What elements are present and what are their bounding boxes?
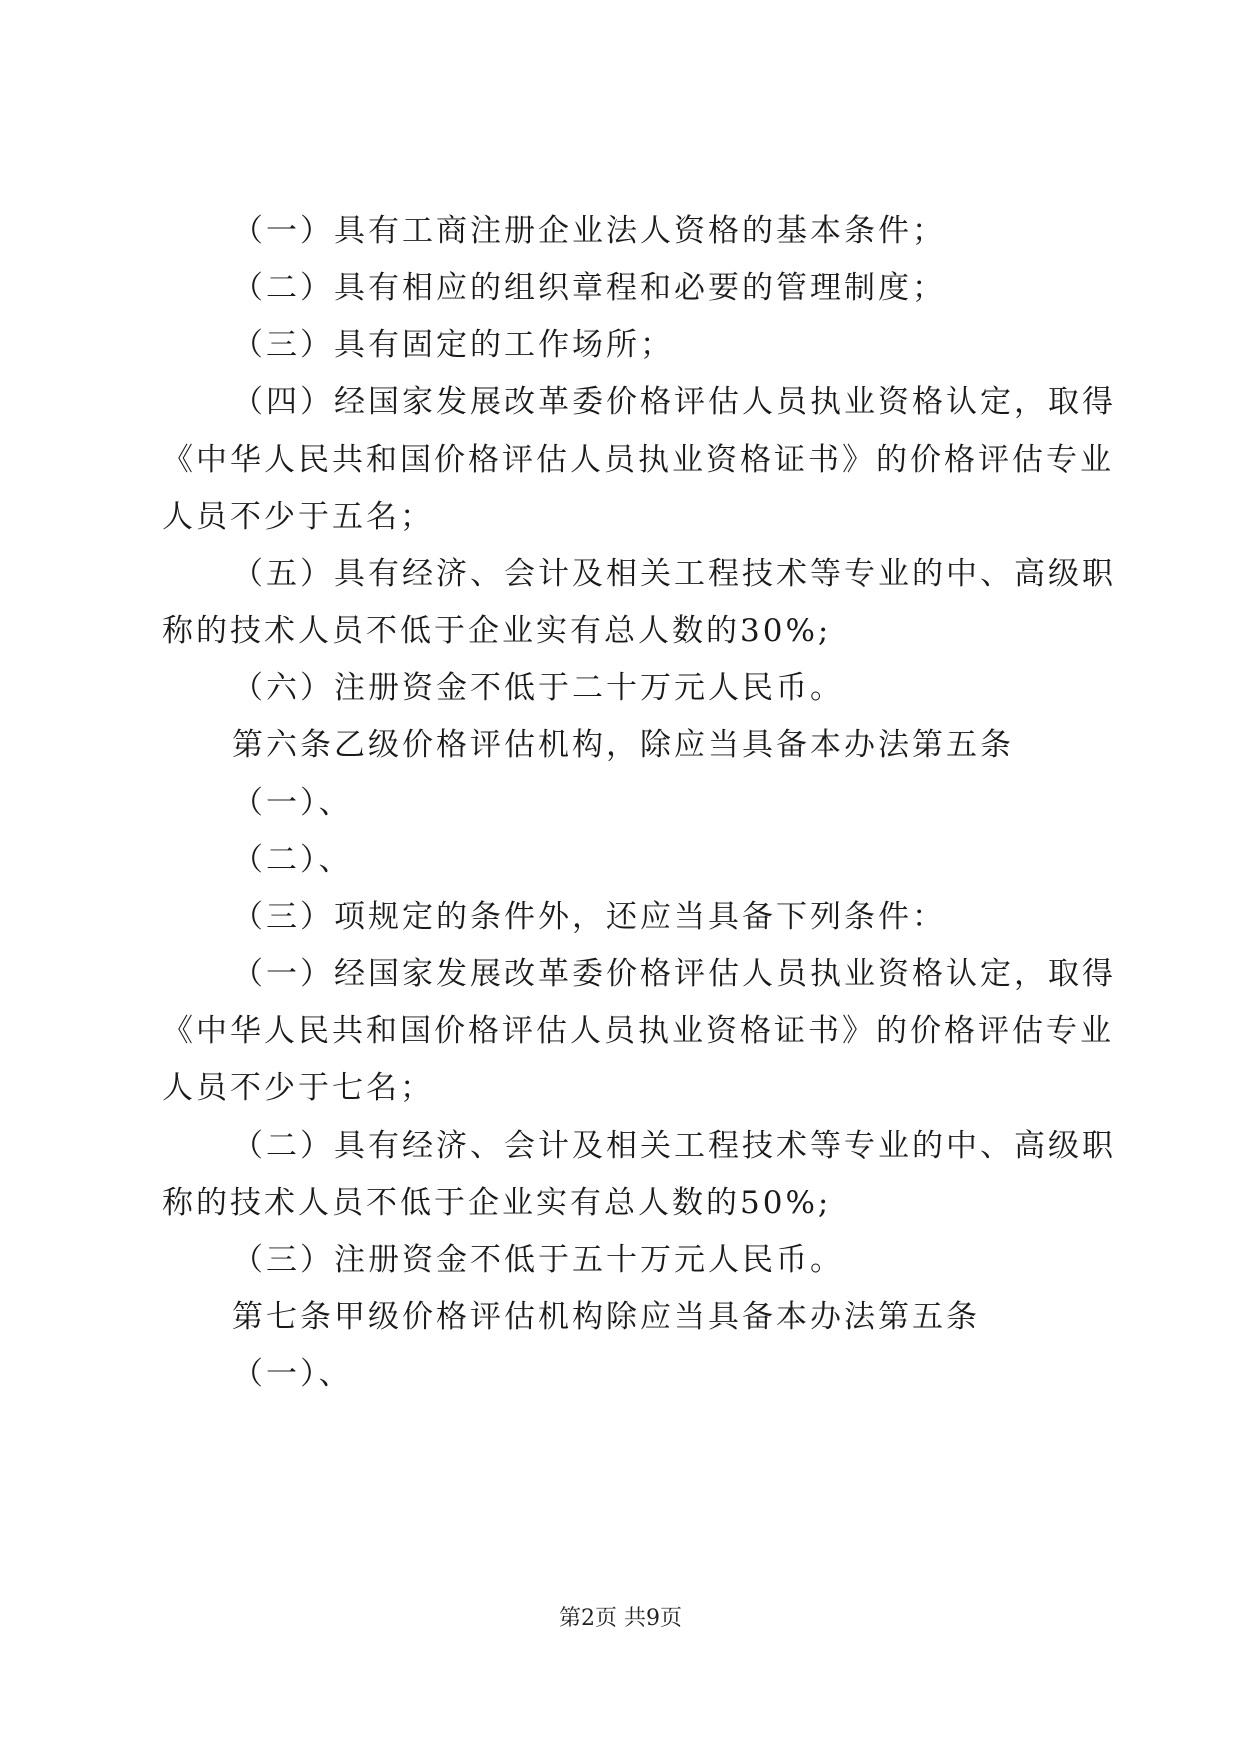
text-line: （五）具有经济、会计及相关工程技术等专业的中、高级职 — [232, 556, 1116, 592]
text-line: 第七条甲级价格评估机构除应当具备本办法第五条 — [232, 1299, 980, 1335]
text-line: 称的技术人员不低于企业实有总人数的50%; — [162, 1185, 832, 1221]
text-line: （一）、 — [232, 785, 353, 821]
text-line: （三）项规定的条件外，还应当具备下列条件： — [232, 899, 946, 935]
text-line: 人员不少于五名； — [162, 499, 434, 535]
text-line: 人员不少于七名； — [162, 1070, 434, 1106]
text-line: （六）注册资金不低于二十万元人民币。 — [232, 670, 844, 706]
text-line: 《中华人民共和国价格评估人员执业资格证书》的价格评估专业 — [162, 1013, 1114, 1049]
text-line: （二）、 — [232, 842, 353, 878]
text-line: （二）具有相应的组织章程和必要的管理制度； — [232, 270, 946, 306]
text-line: 称的技术人员不低于企业实有总人数的30%; — [162, 613, 832, 649]
text-line: （二）具有经济、会计及相关工程技术等专业的中、高级职 — [232, 1128, 1116, 1164]
text-line: （一）经国家发展改革委价格评估人员执业资格认定，取得 — [232, 956, 1116, 992]
text-line: （一）具有工商注册企业法人资格的基本条件； — [232, 213, 946, 249]
text-line: 第六条乙级价格评估机构，除应当具备本办法第五条 — [232, 727, 1014, 763]
text-line: （三）注册资金不低于五十万元人民币。 — [232, 1242, 844, 1278]
text-line: （四）经国家发展改革委价格评估人员执业资格认定，取得 — [232, 384, 1116, 420]
text-line: 《中华人民共和国价格评估人员执业资格证书》的价格评估专业 — [162, 442, 1114, 478]
text-line: （三）具有固定的工作场所； — [232, 327, 674, 363]
text-line: （一）、 — [232, 1356, 353, 1392]
page-number-footer: 第2页 共9页 — [559, 1606, 682, 1631]
